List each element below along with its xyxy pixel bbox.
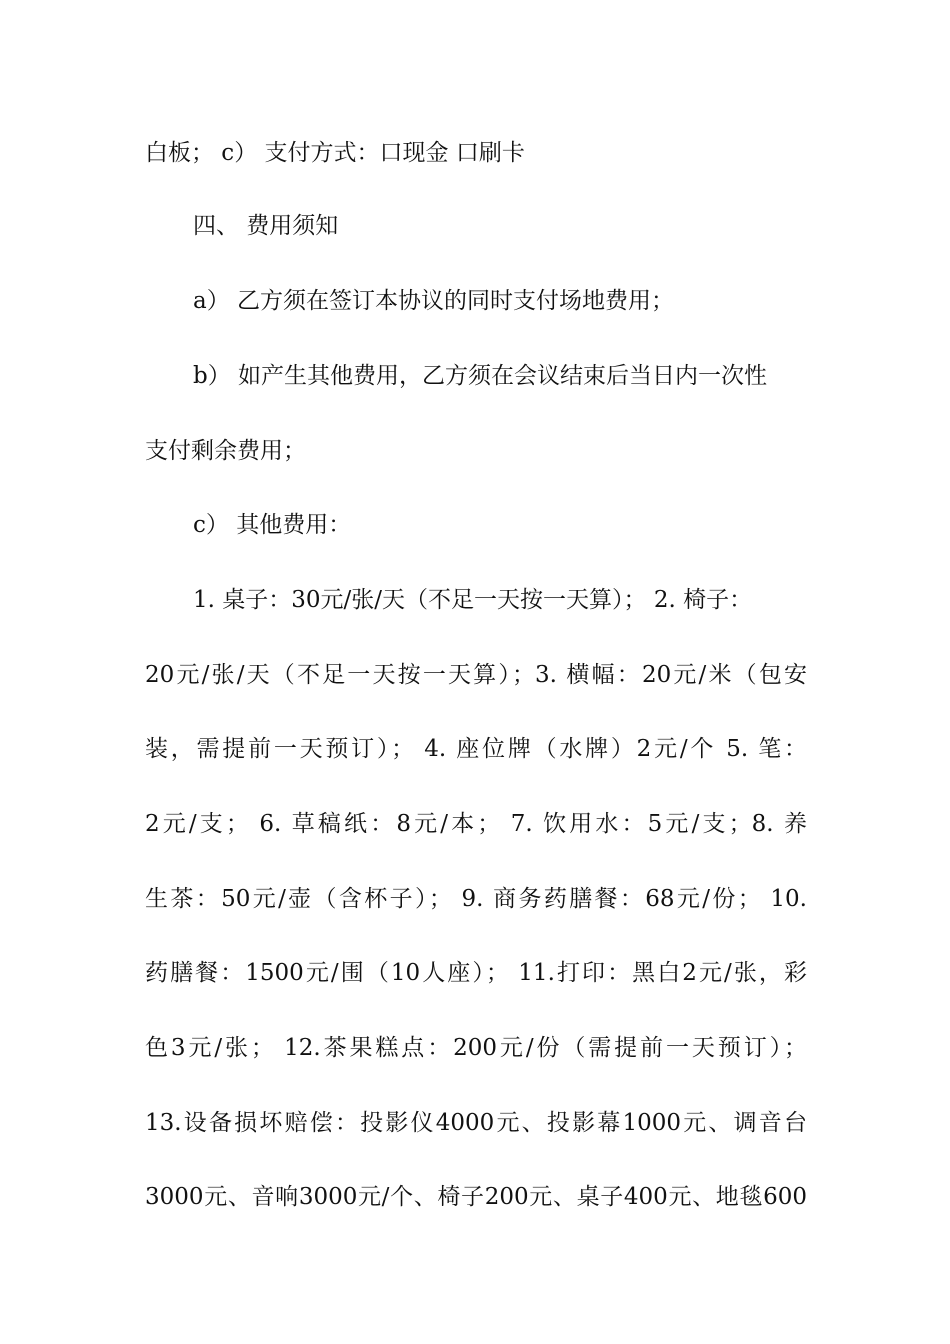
text-line-14: 13.设备损坏赔偿：投影仪4000元、投影幕1000元、调音台 <box>145 1110 807 1136</box>
text-line-4: b） 如产生其他费用，乙方须在会议结束后当日内一次性 <box>193 363 768 389</box>
text-line-7: 1. 桌子：30元/张/天（不足一天按一天算）； 2. 椅子： <box>193 587 753 613</box>
text-line-3: a） 乙方须在签订本协议的同时支付场地费用； <box>193 288 675 314</box>
text-line-6: c） 其他费用： <box>193 512 352 538</box>
text-line-10: 2元/支； 6. 草稿纸：8元/本； 7. 饮用水：5元/支；8. 养 <box>145 811 807 837</box>
text-line-9: 装，需提前一天预订）； 4. 座位牌（水牌）2元/个 5. 笔： <box>145 736 807 762</box>
text-line-11: 生茶：50元/壶（含杯子）； 9. 商务药膳餐：68元/份； 10. <box>145 886 807 912</box>
text-line-15: 3000元、音响3000元/个、椅子200元、桌子400元、地毯600 <box>145 1184 807 1210</box>
text-line-8: 20元/张/天（不足一天按一天算）；3. 横幅：20元/米（包安 <box>145 662 807 688</box>
section-heading-fee-notice: 四、 费用须知 <box>193 213 339 239</box>
text-line-13: 色3元/张； 12.茶果糕点：200元/份（需提前一天预订）； <box>145 1035 807 1061</box>
text-line-12: 药膳餐：1500元/围（10人座）； 11.打印：黑白2元/张，彩 <box>145 960 807 986</box>
text-line-1: 白板； c） 支付方式：口现金 口刷卡 <box>145 140 525 166</box>
text-line-5: 支付剩余费用； <box>145 438 306 464</box>
